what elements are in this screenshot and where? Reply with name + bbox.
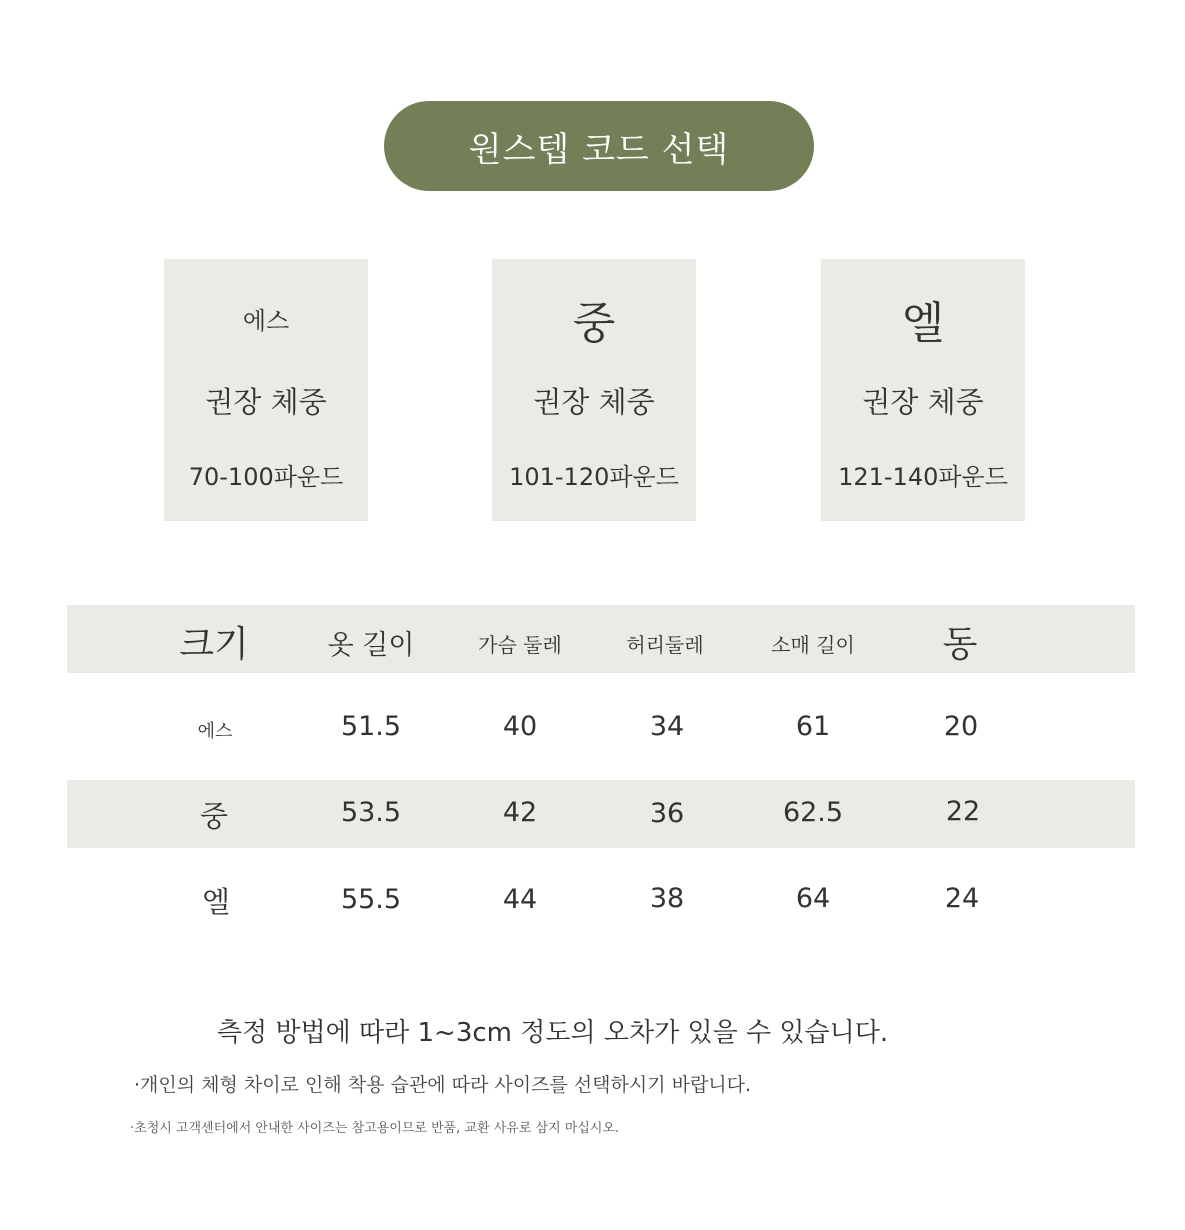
row-s-length: 51.5 [340, 711, 402, 742]
row-l-sleeve: 64 [795, 883, 831, 914]
row-m-chest: 42 [502, 797, 538, 828]
row-l-size: 엘 [201, 885, 230, 919]
row-m-sleeve: 62.5 [782, 797, 844, 828]
row-l-chest: 44 [502, 884, 538, 915]
row-s-sleeve: 61 [795, 711, 831, 742]
row-m-length: 53.5 [340, 797, 402, 828]
measurement-note: 측정 방법에 따라 1~3cm 정도의 오차가 있을 수 있습니다. [216, 1018, 889, 1048]
body-type-note: ·개인의 체형 차이로 인해 착용 습관에 따라 사이즈를 선택하시기 바랍니다. [134, 1074, 752, 1096]
page-title: 원스텝 코드 선택 [384, 101, 814, 191]
header-length: 옷 길이 [327, 630, 415, 661]
return-policy-note: ·초청시 고객센터에서 안내한 사이즈는 참고용이므로 반품, 교환 사유로 삼지 마십시오. [130, 1121, 620, 1136]
card-weight-range: 121-140파운드 [838, 463, 1008, 491]
row-s-size: 에스 [197, 721, 233, 742]
row-m-dong: 22 [945, 796, 981, 827]
size-card-l [821, 259, 1025, 521]
card-weight-range: 70-100파운드 [188, 463, 344, 491]
size-card-m [492, 259, 696, 521]
size-card-s [164, 259, 368, 521]
header-waist: 허리둘레 [626, 633, 704, 657]
row-l-length: 55.5 [340, 884, 402, 915]
header-sleeve: 소매 길이 [771, 633, 855, 657]
card-weight-label: 권장 체중 [533, 385, 655, 419]
card-size-label: 중 [572, 298, 616, 349]
row-s-dong: 20 [943, 711, 979, 742]
card-weight-range: 101-120파운드 [509, 463, 679, 491]
header-dong: 동 [942, 624, 978, 665]
card-weight-label: 권장 체중 [862, 385, 984, 419]
card-size-label: 엘 [901, 298, 945, 349]
row-l-waist: 38 [649, 883, 685, 914]
header-chest: 가슴 둘레 [478, 633, 562, 657]
row-s-chest: 40 [502, 711, 538, 742]
card-weight-label: 권장 체중 [205, 385, 327, 419]
row-m-size: 중 [199, 799, 228, 833]
row-m-waist: 36 [649, 798, 685, 829]
header-size: 크기 [179, 624, 249, 665]
card-size-label: 에스 [242, 307, 290, 335]
row-l-dong: 24 [944, 883, 980, 914]
row-s-waist: 34 [649, 711, 685, 742]
